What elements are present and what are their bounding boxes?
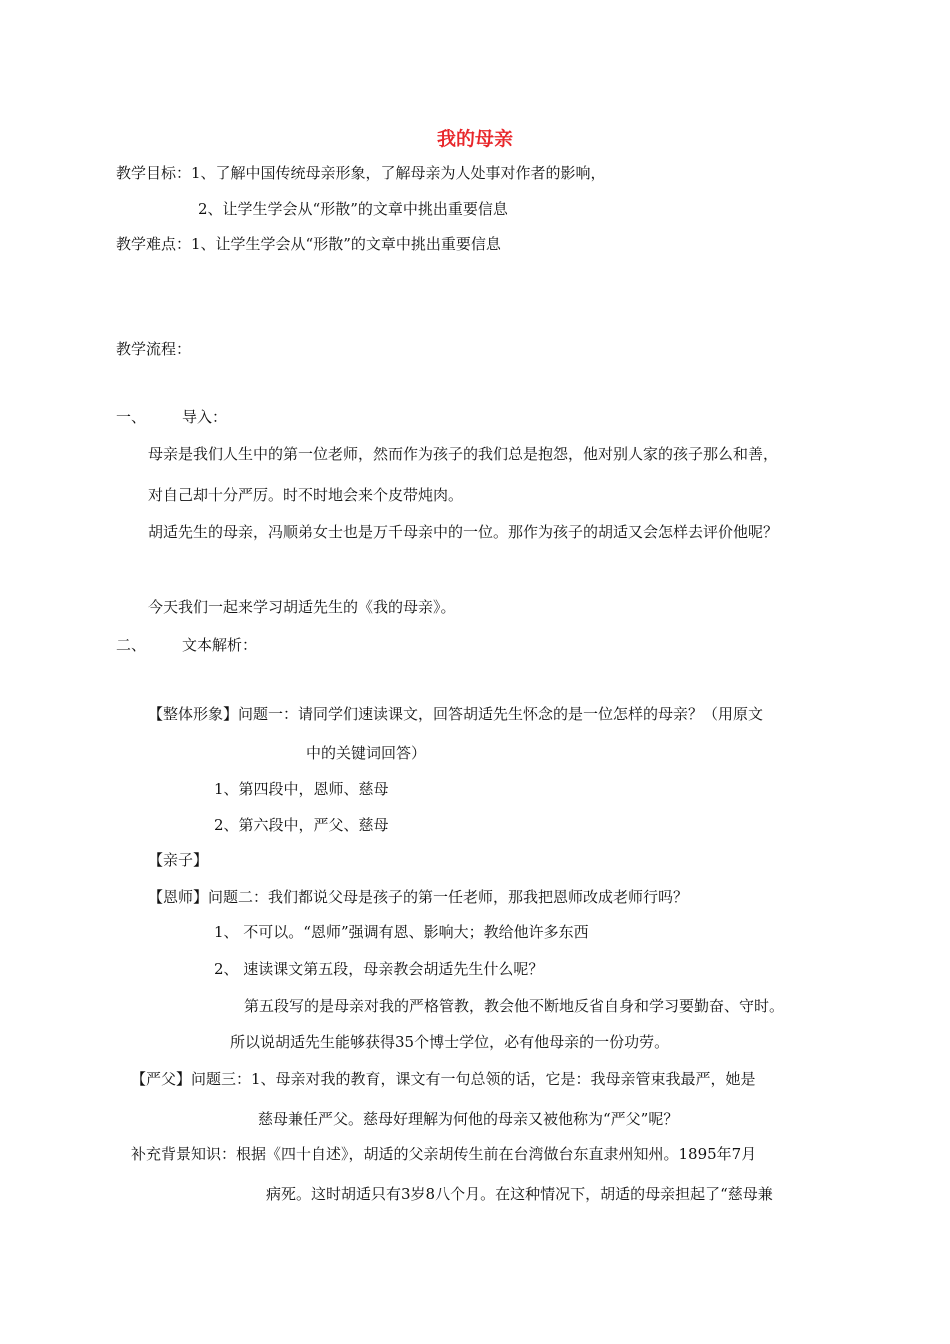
answer-item: 1、 不可以。“恩师”强调有恩、影响大；教给他许多东西 <box>214 923 589 941</box>
objectives-line-2: 2、让学生学会从“形散”的文章中挑出重要信息 <box>198 200 508 218</box>
objectives-line-1: 教学目标：1、了解中国传统母亲形象，了解母亲为人处事对作者的影响， <box>116 164 606 182</box>
tag-qinzi: 【亲子】 <box>148 851 209 869</box>
section2-heading: 文本解析： <box>182 636 258 654</box>
question-3: 【严父】问题三：1、母亲对我的教育，课文有一句总领的话，它是：我母亲管束我最严，她是 <box>131 1070 756 1088</box>
process-heading: 教学流程： <box>116 340 192 358</box>
answer-item: 2、第六段中，严父、慈母 <box>214 816 389 834</box>
question-2: 【恩师】问题二：我们都说父母是孩子的第一任老师，那我把恩师改成老师行吗？ <box>148 888 689 906</box>
section1-paragraph: 对自己却十分严厉。时不时地会来个皮带炖肉。 <box>148 486 464 504</box>
question-3-cont: 慈母兼任严父。慈母好理解为何他的母亲又被他称为“严父”呢？ <box>258 1110 679 1128</box>
page-title: 我的母亲 <box>436 128 513 150</box>
background-note-cont: 病死。这时胡适只有3岁8八个月。在这种情况下，胡适的母亲担起了“慈母兼 <box>266 1185 773 1203</box>
difficulty-line: 教学难点：1、让学生学会从“形散”的文章中挑出重要信息 <box>116 235 501 253</box>
question-1-cont: 中的关键词回答） <box>306 744 427 762</box>
section1-number: 一、 <box>116 408 147 426</box>
question-1: 【整体形象】问题一：请同学们速读课文，回答胡适先生怀念的是一位怎样的母亲？（用原文 <box>148 705 764 723</box>
section2-number: 二、 <box>116 636 147 654</box>
background-note: 补充背景知识：根据《四十自述》，胡适的父亲胡传生前在台湾做台东直隶州知州。1895年7月 <box>131 1145 757 1163</box>
answer-detail: 所以说胡适先生能够获得35个博士学位，必有他母亲的一份功劳。 <box>230 1033 670 1051</box>
section1-paragraph: 胡适先生的母亲，冯顺弟女士也是万千母亲中的一位。那作为孩子的胡适又会怎样去评价他呢？ <box>148 523 779 541</box>
answer-item: 1、第四段中，恩师、慈母 <box>214 780 389 798</box>
section1-heading: 导入： <box>182 408 228 426</box>
section1-paragraph: 今天我们一起来学习胡适先生的《我的母亲》。 <box>148 598 456 616</box>
answer-detail: 第五段写的是母亲对我的严格管教，教会他不断地反省自身和学习要勤奋、守时。 <box>244 997 785 1015</box>
answer-item: 2、 速读课文第五段，母亲教会胡适先生什么呢？ <box>214 960 544 978</box>
section1-paragraph: 母亲是我们人生中的第一位老师，然而作为孩子的我们总是抱怨，他对别人家的孩子那么和善， <box>148 445 779 463</box>
